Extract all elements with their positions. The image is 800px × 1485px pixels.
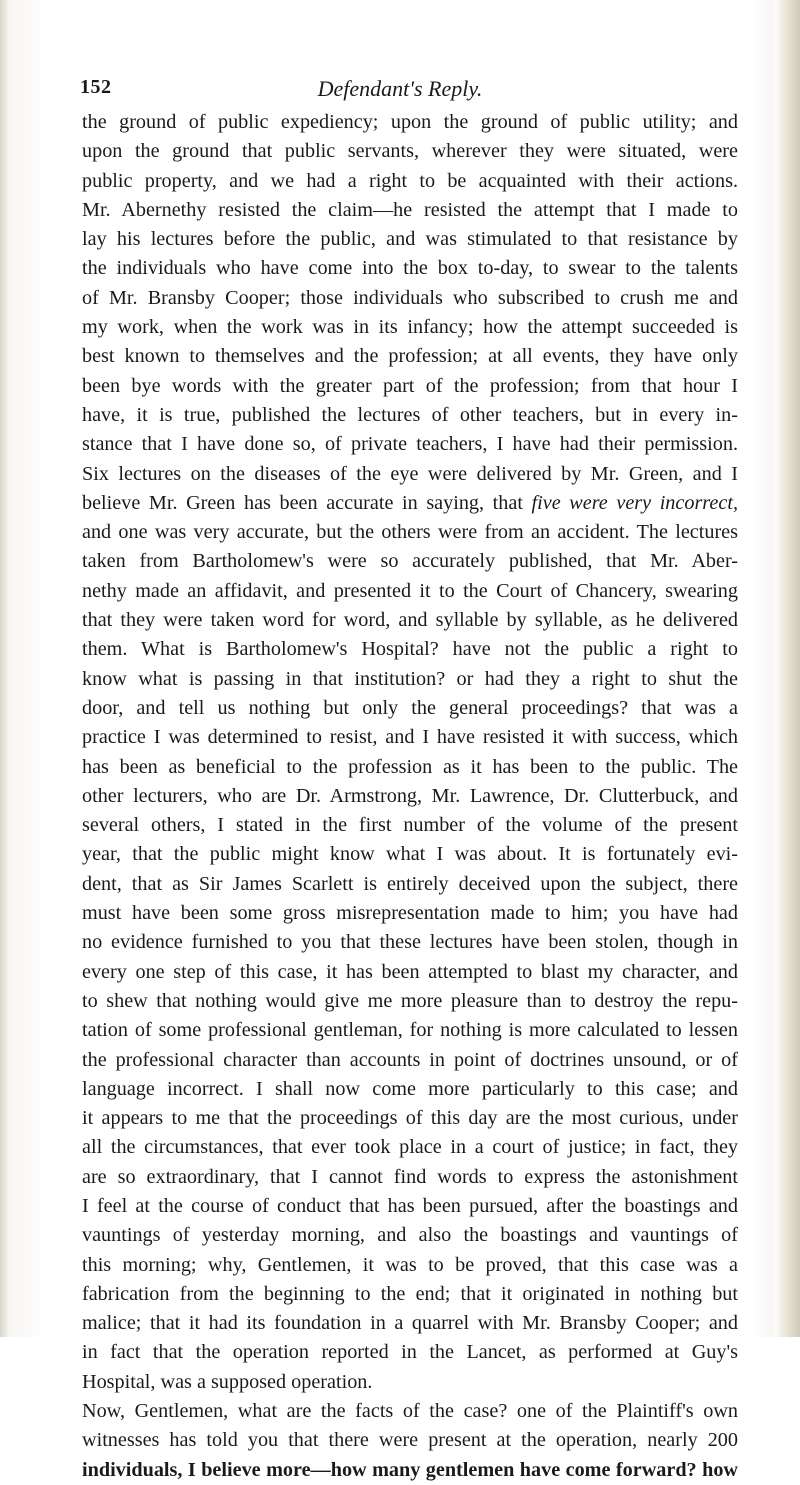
text-line: has been as beneficial to the profession as it has been to the public. The [82,755,738,778]
page-header [80,70,720,106]
text-line: to shew that nothing would give me more pleasure than to destroy the repu- [82,989,738,1012]
body-text [82,108,738,1485]
text-line: dent, that as Sir James Scarlett is entirely deceived upon the subject, there [82,872,738,895]
text-line: and one was very accurate, but the others were from an accident. The lectures [82,521,738,544]
text-line: tation of some professional gentleman, for nothing is more calculated to lessen [82,1019,738,1042]
page-right-edge [774,0,800,1337]
text-line: this morning; why, Gentlemen, it was to be proved, that this case was a [82,1253,738,1276]
text-line: nethy made an affidavit, and presented it to the Court of Chancery, swearing [82,579,738,602]
text-line: Hospital, was a supposed operation. [82,1370,373,1393]
text-line: have, it is true, published the lectures of other teachers, but in every in- [82,403,738,426]
text-line: fabrication from the beginning to the end; that it originated in nothing but [82,1282,738,1305]
text-line: in fact that the operation reported in the Lancet, as performed at Guy's [82,1341,738,1364]
text-line: malice; that it had its foundation in a quarrel with Mr. Bransby Cooper; and [82,1312,738,1335]
text-line: Mr. Abernethy resisted the claim—he resisted the attempt that I made to [82,198,738,221]
text-line: other lecturers, who are Dr. Armstrong, Mr. Lawrence, Dr. Clutterbuck, and [82,784,738,807]
text-line: individuals, I believe more—how many gentlemen have come forward? how [82,1458,738,1481]
text-line: year, that the public might know what I was about. It is fortunately evi- [82,843,738,866]
text-line: it appears to me that the proceedings of this day are the most curious, under [82,1107,738,1130]
text-line: been bye words with the greater part of the profession; from that hour I [82,374,738,397]
text-line: door, and tell us nothing but only the general proceedings? that was a [82,696,738,719]
text-line-with-italic [82,489,738,518]
italic-phrase: five were very incorrect, [531,491,738,514]
text-line: every one step of this case, it has been attempted to blast my character, and [82,960,738,983]
text-line: upon the ground that public servants, wherever they were situated, were [82,140,738,163]
text-line: I feel at the course of conduct that has been pursued, after the boastings and [82,1194,738,1217]
text-line: stance that I have done so, of private teachers, I have had their permission. [82,433,738,456]
text-line: lay his lectures before the public, and was stimulated to that resistance by [82,228,738,251]
text-segment: believe Mr. Green has been accurate in saying, that [82,491,523,514]
text-line: Now, Gentlemen, what are the facts of the case? one of the Plaintiff's own [82,1400,738,1423]
page-number: 152 [80,76,112,98]
text-line: that they were taken word for word, and syllable by syllable, as he delivered [82,609,738,632]
text-line: must have been some gross misrepresentation made to him; you have had [82,902,738,925]
text-line: the professional character than accounts in point of doctrines unsound, or of [82,1048,738,1071]
text-line: several others, I stated in the first number of the volume of the present [82,814,738,837]
text-line: no evidence furnished to you that these lectures have been stolen, though in [82,931,738,954]
text-line: of Mr. Bransby Cooper; those individuals who subscribed to crush me and [82,286,738,309]
text-line: them. What is Bartholomew's Hospital? have not the public a right to [82,638,738,661]
text-line: practice I was determined to resist, and I have resisted it with success, which [82,726,738,749]
text-line: are so extraordinary, that I cannot find words to express the astonishment [82,1165,738,1188]
text-line: my work, when the work was in its infancy; how the attempt succeeded is [82,316,738,339]
text-line: the individuals who have come into the box to-day, to swear to the talents [82,257,738,280]
page-left-edge [0,0,8,1337]
text-line: vauntings of yesterday morning, and also the boastings and vauntings of [82,1224,738,1247]
text-line: know what is passing in that institution? or had they a right to shut the [82,667,738,690]
text-line: best known to themselves and the profession; at all events, they have only [82,345,738,368]
text-line: Six lectures on the diseases of the eye were delivered by Mr. Green, and I [82,462,738,485]
text-line: all the circumstances, that ever took place in a court of justice; in fact, they [82,1136,738,1159]
text-line: taken from Bartholomew's were so accurately published, that Mr. Aber- [82,550,738,573]
text-line: public property, and we had a right to be acquainted with their actions. [82,169,738,192]
text-line: witnesses has told you that there were present at the operation, nearly 200 [82,1429,738,1452]
text-line: the ground of public expediency; upon the ground of public utility; and [82,111,738,133]
running-title: Defendant's Reply. [317,76,483,101]
text-line: language incorrect. I shall now come more particularly to this case; and [82,1077,738,1100]
